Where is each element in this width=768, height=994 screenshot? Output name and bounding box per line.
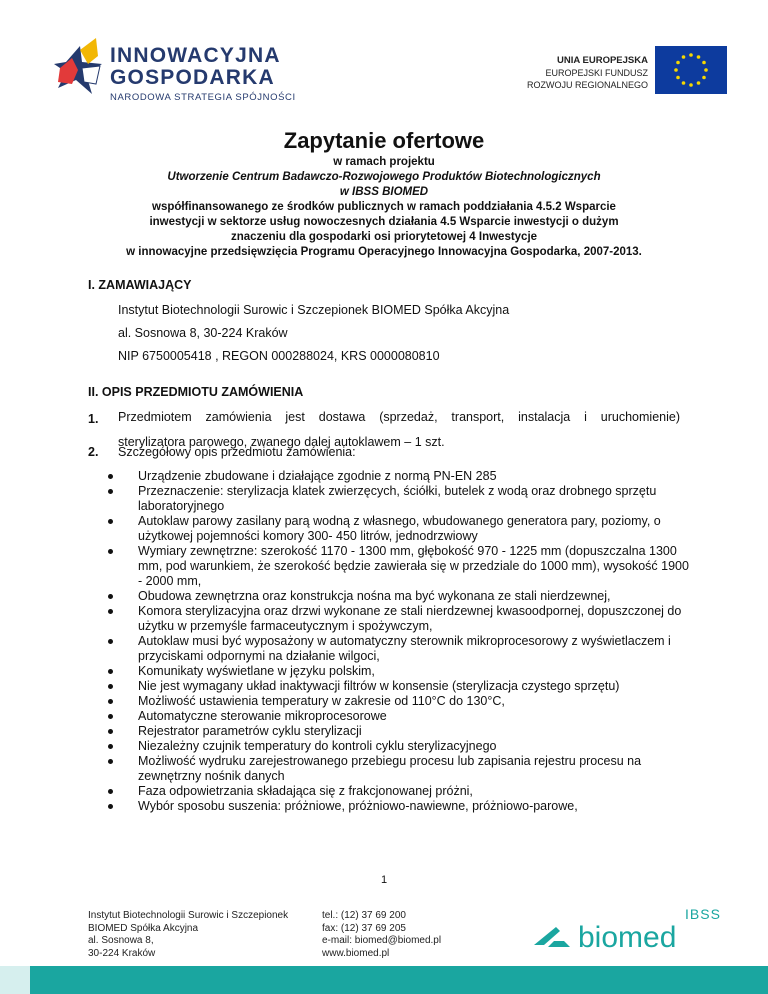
buyer-address: al. Sosnowa 8, 30-224 Kraków [118, 326, 288, 340]
footer-bar [0, 966, 768, 994]
list-item: Komora sterylizacyjna oraz drzwi wykonane ze stali nierdzewnej kwasoodpornej, dopuszczonej do użytku w przemyśle farmaceutycznym i spożywczym, [106, 604, 696, 634]
project-description [60, 155, 708, 260]
list-item: Przeznaczenie: sterylizacja klatek zwierzęcych, ściółki, butelek z wodą oraz drobnego sprzętu laboratoryjnego [106, 484, 696, 514]
footer-company-line: al. Sosnowa 8, [88, 935, 154, 946]
buyer-ids: NIP 6750005418 , REGON 000288024, KRS 0000080810 [118, 349, 440, 363]
list-item: Urządzenie zbudowane i działające zgodnie z normą PN-EN 285 [106, 469, 696, 484]
subtitle-line: współfinansowanego ze środków publicznych w ramach poddziałania 4.5.2 Wsparcie [152, 201, 616, 213]
footer-company-line: Instytut Biotechnologii Surowic i Szczepionek [88, 910, 289, 921]
footer-website[interactable]: www.biomed.pl [322, 947, 390, 959]
eu-label-line2: EUROPEJSKI FUNDUSZ [545, 68, 648, 78]
eu-label-line3: ROZWOJU REGIONALNEGO [526, 80, 648, 90]
list-item: Wymiary zewnętrzne: szerokość 1170 - 1300 mm, głębokość 970 - 1225 mm (dopuszczalna 1300 mm, pod warunkiem, że szerokość będzie zawierała się w przedziale do 1000 mm), wysokość 1900 - 2000 mm, [106, 544, 696, 589]
subtitle-line: w IBSS BIOMED [339, 186, 429, 198]
eu-label [527, 55, 648, 91]
footer-contact [322, 910, 441, 960]
footer-company-line: BIOMED Spółka Akcyjna [88, 922, 199, 934]
footer-company-line: 30-224 Kraków [88, 947, 156, 959]
item1-line1: Przedmiotem zamówienia jest dostawa (sprzedaż, transport, instalacja i uruchomienie) [118, 410, 680, 424]
footer-bar-accent [0, 966, 30, 994]
ig-star-icon [52, 28, 112, 108]
eu-label-line1: UNIA EUROPEJSKA [557, 55, 648, 66]
item2-text: Szczegółowy opis przedmiotu zamówienia: [118, 445, 356, 459]
ig-subtitle: NARODOWA STRATEGIA SPÓJNOŚCI [110, 92, 296, 103]
spec-list [106, 469, 696, 814]
subtitle-line: inwestycji w sektorze usług nowoczesnych działania 4.5 Wsparcie inwestycji o dużym [149, 216, 619, 228]
list-item: Niezależny czujnik temperatury do kontroli cyklu sterylizacyjnego [106, 739, 696, 754]
list-item: Obudowa zewnętrzna oraz konstrukcja nośna ma być wykonana ze stali nierdzewnej, [106, 589, 696, 604]
page-number: 1 [380, 874, 388, 886]
footer-email[interactable]: e-mail: biomed@biomed.pl [322, 935, 442, 946]
list-item: Wybór sposobu suszenia: próżniowe, próżniowo-nawiewne, próżniowo-parowe, [106, 799, 696, 814]
biomed-logo [530, 905, 730, 953]
subtitle-line: Utworzenie Centrum Badawczo-Rozwojowego Produktów Biotechnologicznych [167, 171, 601, 183]
list-item: Komunikaty wyświetlane w języku polskim, [106, 664, 696, 679]
eu-flag-icon [655, 46, 727, 94]
list-item: Nie jest wymagany układ inaktywacji filtrów w konsensie (sterylizacja czystego sprzętu) [106, 679, 696, 694]
buyer-name: Instytut Biotechnologii Surowic i Szczepionek BIOMED Spółka Akcyjna [118, 303, 510, 317]
ig-title-line1: INNOWACYJNA [110, 44, 281, 67]
page-title: Zapytanie ofertowe [283, 128, 485, 153]
item1-line2: sterylizatora parowego, zwanego dalej autoklawem – 1 szt. [118, 435, 445, 449]
list-item: Faza odpowietrzania składająca się z frakcjonowanej próżni, [106, 784, 696, 799]
list-item: Możliwość ustawienia temperatury w zakresie od 110°C do 130°C, [106, 694, 696, 709]
subtitle-line: w innowacyjne przedsięwzięcia Programu Operacyjnego Innowacyjna Gospodarka, 2007-2013. [126, 246, 642, 258]
footer-tel: tel.: (12) 37 69 200 [322, 910, 406, 921]
list-item: Automatyczne sterowanie mikroprocesorowe [106, 709, 696, 724]
subtitle-line: w ramach projektu [333, 156, 435, 168]
logo-ibss-text: IBSS [685, 906, 721, 922]
item-number: 1. [88, 412, 99, 426]
section-heading-zamawiajacy: I. ZAMAWIAJĄCY [88, 278, 192, 292]
ig-title-line2: GOSPODARKA [110, 66, 275, 89]
list-item: Rejestrator parametrów cyklu sterylizacji [106, 724, 696, 739]
list-item: Autoklaw parowy zasilany parą wodną z własnego, wbudowanego generatora pary, poziomy, o użytkowej pojemności komory 300- 450 litrów, jednodrzwiowy [106, 514, 696, 544]
logo-biomed-text: biomed [578, 921, 677, 953]
footer-fax: fax: (12) 37 69 205 [322, 922, 406, 934]
item-number: 2. [88, 445, 99, 459]
subtitle-line: znaczeniu dla gospodarki osi priorytetowej 4 Inwestycje [230, 231, 538, 243]
footer-company [88, 910, 288, 960]
list-item: Autoklaw musi być wyposażony w automatyczny sterownik mikroprocesorowy z wyświetlaczem i przyciskami odpornymi na działanie wilgoci, [106, 634, 696, 664]
section-heading-opis: II. OPIS PRZEDMIOTU ZAMÓWIENIA [88, 385, 304, 399]
list-item: Możliwość wydruku zarejestrowanego przebiegu procesu lub zapisania rejestru procesu na zewnętrzny nośnik danych [106, 754, 696, 784]
